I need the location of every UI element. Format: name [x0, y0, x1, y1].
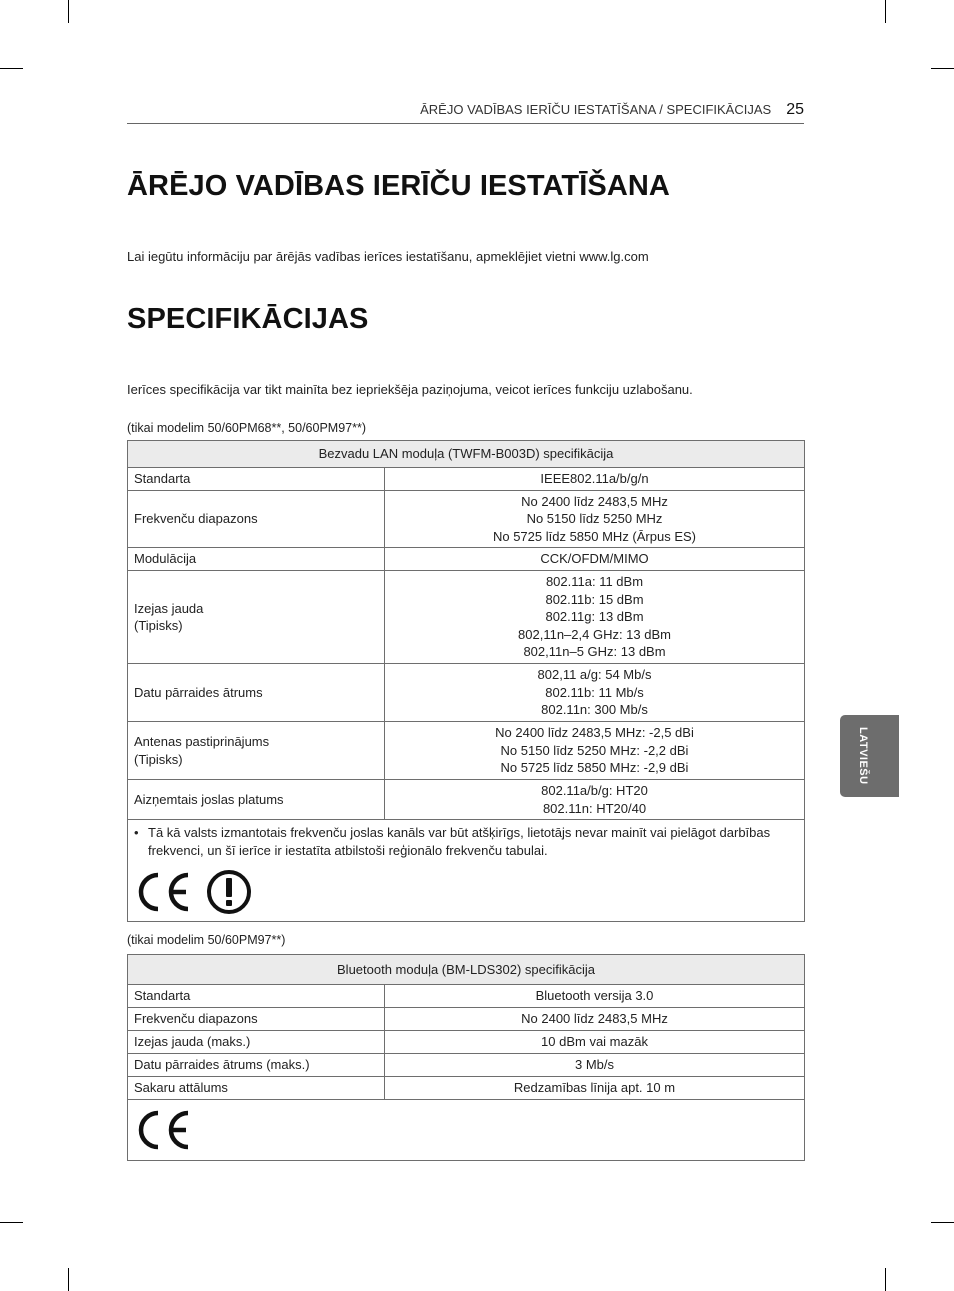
wlan-spec-table	[127, 440, 805, 922]
crop-mark	[931, 68, 954, 69]
spec-label-cell	[128, 780, 385, 820]
notice-cell	[128, 820, 805, 922]
spec-label-cell	[128, 722, 385, 780]
spec-label: Standarta	[134, 471, 191, 487]
spec-value: No 5725 līdz 5850 MHz (Ārpus ES)	[492, 528, 697, 544]
page-number: 25	[786, 101, 804, 118]
running-header	[127, 101, 804, 119]
marks-cell	[128, 1100, 805, 1161]
crop-mark	[931, 1222, 954, 1223]
table-header-row	[128, 441, 805, 468]
table-row	[128, 780, 805, 820]
spec-label: Datu pārraides ātrums	[134, 684, 263, 700]
spec-value: No 5150 līdz 5250 MHz: -2,2 dBi	[500, 742, 689, 758]
section-title-specifications: SPECIFIKĀCIJAS	[127, 303, 369, 335]
spec-value: 802,11n–2,4 GHz: 13 dBm	[518, 626, 671, 642]
spec-label-cell	[128, 491, 385, 548]
spec-value-cell	[385, 985, 805, 1008]
spec-label-cell	[128, 548, 385, 571]
table-row	[128, 468, 805, 491]
spec-label: Datu pārraides ātrums (maks.)	[134, 1057, 310, 1073]
table-row	[128, 571, 805, 664]
wlan-table-caption: Bezvadu LAN moduļa (TWFM-B003D) specifikācija	[128, 441, 805, 468]
notice-bullet	[134, 824, 798, 859]
spec-label: Standarta	[134, 988, 191, 1004]
external-control-text: Lai iegūtu informāciju par ārējās vadības ierīces iestatīšanu, apmeklējiet vietni www.lg.com	[127, 249, 649, 264]
spec-value: 3 Mb/s	[574, 1057, 614, 1073]
spec-value: CCK/OFDM/MIMO	[540, 551, 649, 567]
specifications-intro: Ierīces specifikācija var tikt mainīta bez iepriekšēja paziņojuma, veicot ierīces funkciju uzlabošanu.	[127, 382, 693, 397]
notice-text: Tā kā valsts izmantotais frekvenču joslas kanāls var būt atšķirīgs, lietotājs nevar mainīt vai pielāgot darbības frekvenci, un šī ierīce ir iestatīta atbilstoši reģionālo frekvenču tabulai.	[148, 825, 771, 858]
table-row	[128, 1008, 805, 1031]
crop-mark	[885, 1268, 886, 1291]
notice-row	[128, 820, 805, 922]
spec-label: Sakaru attālums	[134, 1080, 228, 1096]
spec-label: Antenas pastiprinājums	[134, 734, 270, 749]
spec-label-cell	[128, 571, 385, 664]
ce-mark-icon	[134, 1108, 194, 1152]
table-header-row	[128, 955, 805, 985]
bluetooth-spec-table	[127, 954, 805, 1161]
table-row	[128, 1077, 805, 1100]
spec-label-cell	[128, 1008, 385, 1031]
spec-value-cell	[385, 1008, 805, 1031]
spec-value: No 2400 līdz 2483,5 MHz	[521, 1011, 668, 1027]
spec-value: 802.11a: 11 dBm	[545, 574, 644, 590]
table-row	[128, 722, 805, 780]
spec-value-cell	[385, 571, 805, 664]
spec-value-cell	[385, 1054, 805, 1077]
spec-value-cell	[385, 491, 805, 548]
language-tab	[840, 715, 899, 797]
table-row	[128, 548, 805, 571]
spec-value-cell	[385, 548, 805, 571]
spec-label: Modulācija	[134, 551, 197, 567]
bluetooth-model-note: (tikai modelim 50/60PM97**)	[127, 933, 286, 947]
spec-value-cell	[385, 1031, 805, 1054]
marks-row	[128, 1100, 805, 1161]
spec-label: Frekvenču diapazons	[134, 511, 258, 527]
spec-label: Frekvenču diapazons	[134, 1011, 258, 1027]
spec-value: 802.11g: 13 dBm	[545, 609, 644, 625]
spec-value: 802.11b: 15 dBm	[545, 591, 644, 607]
header-rule	[127, 123, 804, 124]
spec-value: Bluetooth versija 3.0	[535, 988, 654, 1004]
table-row	[128, 664, 805, 722]
certification-marks	[134, 869, 798, 915]
section-title-external-control: ĀRĒJO VADĪBAS IERĪČU IESTATĪŠANA	[127, 170, 670, 202]
spec-label-cell	[128, 985, 385, 1008]
crop-mark	[0, 1222, 23, 1223]
crop-mark	[68, 1268, 69, 1291]
spec-value: No 5725 līdz 5850 MHz: -2,9 dBi	[500, 760, 689, 776]
spec-value: 10 dBm vai mazāk	[541, 1034, 648, 1050]
spec-value-cell	[385, 780, 805, 820]
spec-value-cell	[385, 664, 805, 722]
alert-mark-icon	[206, 869, 252, 915]
spec-value-cell	[385, 722, 805, 780]
spec-value-cell	[385, 468, 805, 491]
spec-value: 802.11n: HT20/40	[542, 800, 647, 816]
spec-label: Izejas jauda	[134, 600, 204, 616]
spec-value: No 2400 līdz 2483,5 MHz	[521, 493, 668, 509]
crop-mark	[68, 0, 69, 23]
ce-mark-icon	[134, 870, 194, 914]
table-row	[128, 985, 805, 1008]
crop-mark	[885, 0, 886, 23]
spec-label-cell	[128, 1054, 385, 1077]
spec-label-cell	[128, 1077, 385, 1100]
spec-value: No 5150 līdz 5250 MHz	[526, 511, 663, 527]
spec-value: 802.11b: 11 Mb/s	[545, 684, 644, 700]
table-row	[128, 491, 805, 548]
spec-label-cell	[128, 1031, 385, 1054]
table-row	[128, 1054, 805, 1077]
spec-value: Redzamības līnija apt. 10 m	[513, 1080, 676, 1096]
spec-value-cell	[385, 1077, 805, 1100]
spec-label: (Tipisks)	[134, 751, 183, 767]
bullet-icon: •	[134, 825, 139, 840]
spec-value: 802,11 a/g: 54 Mb/s	[537, 667, 652, 683]
language-tab-label: LATVIEŠU	[857, 727, 869, 785]
spec-label-cell	[128, 468, 385, 491]
spec-label-cell	[128, 664, 385, 722]
table-row	[128, 1031, 805, 1054]
spec-value: IEEE802.11a/b/g/n	[540, 471, 649, 487]
running-title: ĀRĒJO VADĪBAS IERĪČU IESTATĪŠANA / SPECIFIKĀCIJAS	[420, 102, 772, 117]
wlan-model-note: (tikai modelim 50/60PM68**, 50/60PM97**)	[127, 421, 367, 435]
spec-label: Aizņemtais joslas platums	[134, 791, 284, 807]
spec-label: Izejas jauda (maks.)	[134, 1034, 251, 1050]
crop-mark	[0, 68, 23, 69]
spec-value: 802.11n: 300 Mb/s	[541, 702, 648, 718]
spec-value: 802,11n–5 GHz: 13 dBm	[523, 644, 666, 660]
spec-value: No 2400 līdz 2483,5 MHz: -2,5 dBi	[495, 725, 694, 741]
spec-label: (Tipisks)	[134, 618, 183, 633]
spec-value: 802.11a/b/g: HT20	[541, 783, 648, 798]
bluetooth-table-caption: Bluetooth moduļa (BM-LDS302) specifikācija	[128, 955, 805, 985]
